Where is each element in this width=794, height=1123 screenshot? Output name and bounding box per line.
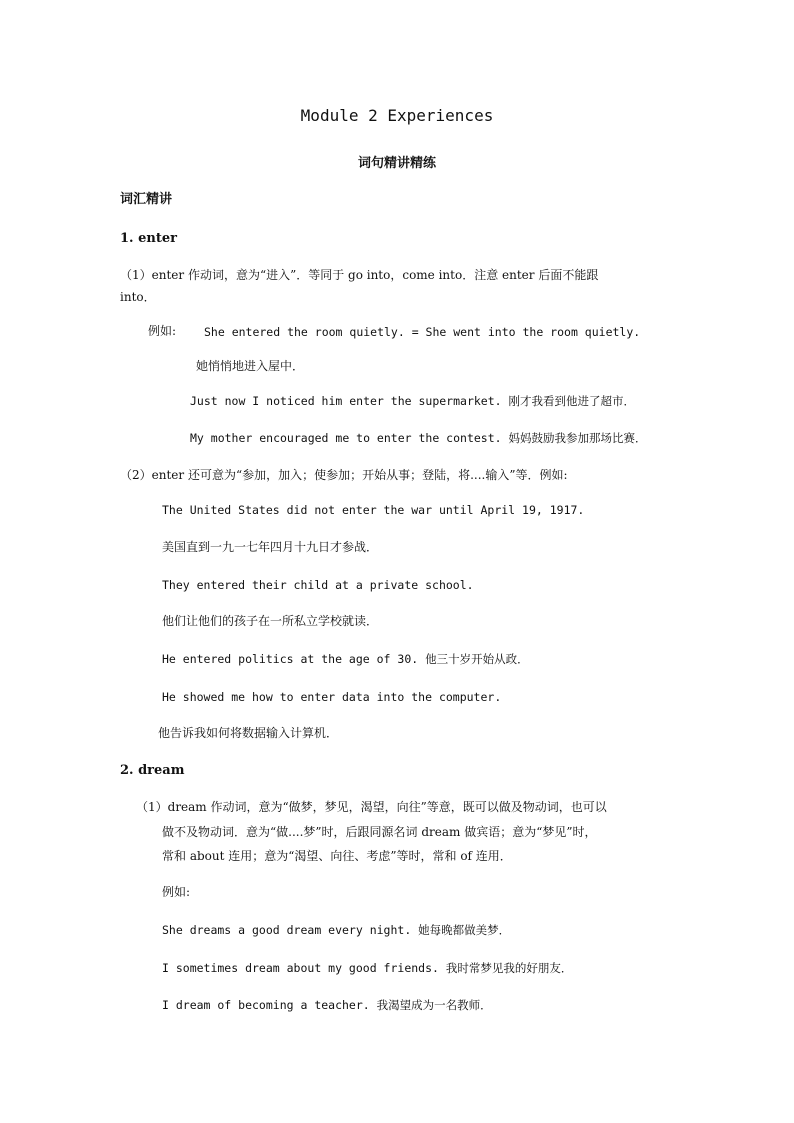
document-title: Module 2 Experiences (300, 106, 494, 125)
example-sentence: The United States did not enter the war until April 19, 1917. (162, 503, 585, 517)
example-translation: 美国直到一九一七年四月十九日才参战． (162, 540, 379, 554)
example-sentence: I sometimes dream about my good friends. 我时常梦见我的好朋友． (162, 961, 573, 975)
sense-intro: （1）dream 作动词，意为“做梦，梦见，渴望，向往”等意，既可以做及物动词，也可以 (136, 800, 607, 814)
entry-heading-dream: 2. dream (120, 763, 185, 778)
example-sentence: He showed me how to enter data into the computer. (162, 690, 502, 704)
example-sentence: They entered their child at a private school. (162, 578, 474, 592)
example-translation: 他告诉我如何将数据输入计算机． (158, 726, 339, 740)
entry-heading-enter: 1. enter (120, 231, 177, 246)
document-subtitle: 词句精讲精练 (357, 156, 436, 171)
example-sentence: He entered politics at the age of 30. 他三十岁开始从政． (162, 652, 529, 666)
example-sentence: Just now I noticed him enter the supermarket. 刚才我看到他进了超市． (190, 394, 635, 408)
example-label: 例如: (162, 885, 191, 899)
example-sentence: She entered the room quietly. = She went into the room quietly. (204, 325, 641, 339)
example-sentence: She dreams a good dream every night. 她每晚都做美梦． (162, 923, 511, 937)
example-sentence: My mother encouraged me to enter the contest. 妈妈鼓励我参加那场比赛． (190, 431, 647, 445)
example-translation: 她悄悄地进入屋中． (196, 359, 305, 373)
sense-intro: （2）enter 还可意为“参加，加入；使参加；开始从事；登陆，将....输入”等．例如: (120, 468, 568, 482)
example-translation: 他们让他们的孩子在一所私立学校就读． (162, 614, 379, 628)
sense-intro: （1）enter 作动词，意为“进入”．等同于 go into，come into．注意 enter 后面不能跟 (120, 268, 599, 282)
example-sentence: I dream of becoming a teacher. 我渴望成为一名教师． (162, 998, 492, 1012)
sense-intro: 做不及物动词．意为“做....梦”时，后跟同源名词 dream 做宾语；意为“梦见”时， (162, 825, 597, 839)
example-label: 例如: (148, 324, 177, 338)
section-heading: 词汇精讲 (120, 192, 173, 207)
sense-intro: 常和 about 连用；意为“渴望、向往、考虑”等时，常和 of 连用． (162, 849, 512, 863)
sense-intro: into． (120, 290, 156, 304)
